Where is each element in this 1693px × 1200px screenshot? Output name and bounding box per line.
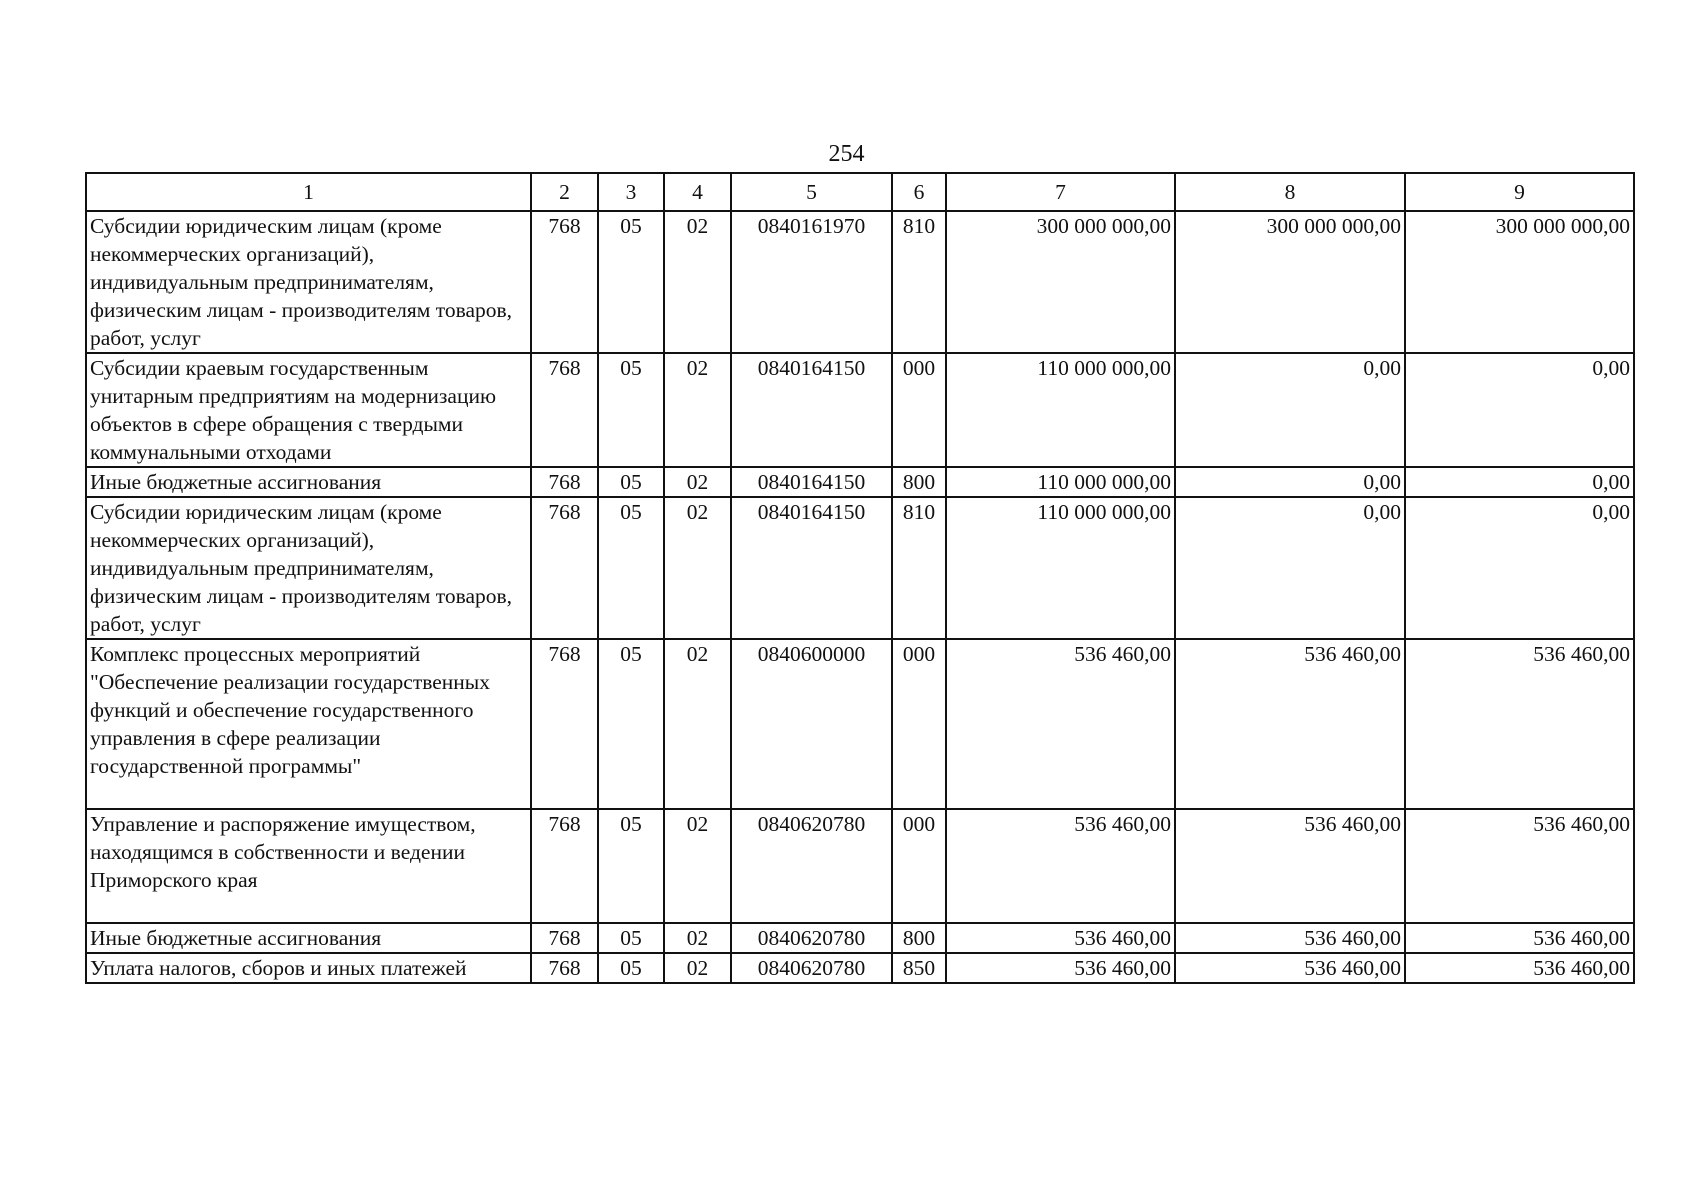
amount-col8: 536 460,00 [1175, 953, 1405, 983]
target-article-code: 0840164150 [731, 497, 892, 639]
expense-type-code: 800 [892, 467, 946, 497]
target-article-code: 0840620780 [731, 809, 892, 923]
admin-code: 768 [531, 353, 598, 467]
amount-col7: 536 460,00 [946, 809, 1175, 923]
subsection-code: 02 [664, 953, 731, 983]
section-code: 05 [598, 953, 664, 983]
expense-type-code: 810 [892, 211, 946, 353]
amount-col8: 536 460,00 [1175, 639, 1405, 809]
section-code: 05 [598, 353, 664, 467]
column-header: 4 [664, 173, 731, 211]
row-name: Субсидии краевым государственным унитарным предприятиям на модернизацию объектов в сфере обращения с твердыми коммунальными отходами [86, 353, 531, 467]
row-name: Субсидии юридическим лицам (кроме некоммерческих организаций), индивидуальным предпринимателям, физическим лицам - производителям товаров, работ, услуг [86, 497, 531, 639]
amount-col8: 536 460,00 [1175, 809, 1405, 923]
column-header: 2 [531, 173, 598, 211]
amount-col9: 0,00 [1405, 353, 1634, 467]
column-header: 7 [946, 173, 1175, 211]
budget-table [85, 172, 1635, 984]
subsection-code: 02 [664, 353, 731, 467]
table-row [86, 923, 1634, 953]
row-name: Уплата налогов, сборов и иных платежей [86, 953, 531, 983]
table-row [86, 497, 1634, 639]
expense-type-code: 000 [892, 809, 946, 923]
target-article-code: 0840164150 [731, 467, 892, 497]
expense-type-code: 810 [892, 497, 946, 639]
subsection-code: 02 [664, 211, 731, 353]
row-name: Субсидии юридическим лицам (кроме некоммерческих организаций), индивидуальным предпринимателям, физическим лицам - производителям товаров, работ, услуг [86, 211, 531, 353]
column-header: 3 [598, 173, 664, 211]
amount-col9: 536 460,00 [1405, 639, 1634, 809]
row-name: Иные бюджетные ассигнования [86, 467, 531, 497]
subsection-code: 02 [664, 639, 731, 809]
table-row [86, 211, 1634, 353]
section-code: 05 [598, 497, 664, 639]
column-header: 1 [86, 173, 531, 211]
amount-col8: 536 460,00 [1175, 923, 1405, 953]
amount-col7: 536 460,00 [946, 923, 1175, 953]
amount-col9: 300 000 000,00 [1405, 211, 1634, 353]
section-code: 05 [598, 639, 664, 809]
amount-col7: 536 460,00 [946, 953, 1175, 983]
expense-type-code: 000 [892, 639, 946, 809]
header-row [86, 173, 1634, 211]
expense-type-code: 800 [892, 923, 946, 953]
section-code: 05 [598, 809, 664, 923]
subsection-code: 02 [664, 467, 731, 497]
row-name: Комплекс процессных мероприятий "Обеспечение реализации государственных функций и обеспечение государственного управления в сфере реализации государственной программы" [86, 639, 531, 809]
amount-col7: 536 460,00 [946, 639, 1175, 809]
amount-col9: 536 460,00 [1405, 953, 1634, 983]
target-article-code: 0840161970 [731, 211, 892, 353]
subsection-code: 02 [664, 923, 731, 953]
target-article-code: 0840620780 [731, 953, 892, 983]
section-code: 05 [598, 923, 664, 953]
amount-col8: 0,00 [1175, 467, 1405, 497]
section-code: 05 [598, 211, 664, 353]
amount-col8: 300 000 000,00 [1175, 211, 1405, 353]
target-article-code: 0840620780 [731, 923, 892, 953]
table-row [86, 639, 1634, 809]
column-header: 9 [1405, 173, 1634, 211]
admin-code: 768 [531, 809, 598, 923]
amount-col9: 0,00 [1405, 497, 1634, 639]
table-row [86, 809, 1634, 923]
row-name: Управление и распоряжение имуществом, находящимся в собственности и ведении Приморского края [86, 809, 531, 923]
expense-type-code: 000 [892, 353, 946, 467]
table-row [86, 467, 1634, 497]
admin-code: 768 [531, 953, 598, 983]
amount-col7: 110 000 000,00 [946, 497, 1175, 639]
section-code: 05 [598, 467, 664, 497]
target-article-code: 0840600000 [731, 639, 892, 809]
expense-type-code: 850 [892, 953, 946, 983]
admin-code: 768 [531, 923, 598, 953]
target-article-code: 0840164150 [731, 353, 892, 467]
table-row [86, 953, 1634, 983]
amount-col8: 0,00 [1175, 353, 1405, 467]
amount-col7: 110 000 000,00 [946, 467, 1175, 497]
subsection-code: 02 [664, 809, 731, 923]
admin-code: 768 [531, 467, 598, 497]
page-number: 254 [828, 141, 865, 167]
column-header: 6 [892, 173, 946, 211]
admin-code: 768 [531, 639, 598, 809]
amount-col8: 0,00 [1175, 497, 1405, 639]
admin-code: 768 [531, 497, 598, 639]
amount-col9: 536 460,00 [1405, 809, 1634, 923]
table-row [86, 353, 1634, 467]
amount-col9: 0,00 [1405, 467, 1634, 497]
amount-col7: 300 000 000,00 [946, 211, 1175, 353]
amount-col7: 110 000 000,00 [946, 353, 1175, 467]
amount-col9: 536 460,00 [1405, 923, 1634, 953]
row-name: Иные бюджетные ассигнования [86, 923, 531, 953]
admin-code: 768 [531, 211, 598, 353]
subsection-code: 02 [664, 497, 731, 639]
column-header: 8 [1175, 173, 1405, 211]
column-header: 5 [731, 173, 892, 211]
